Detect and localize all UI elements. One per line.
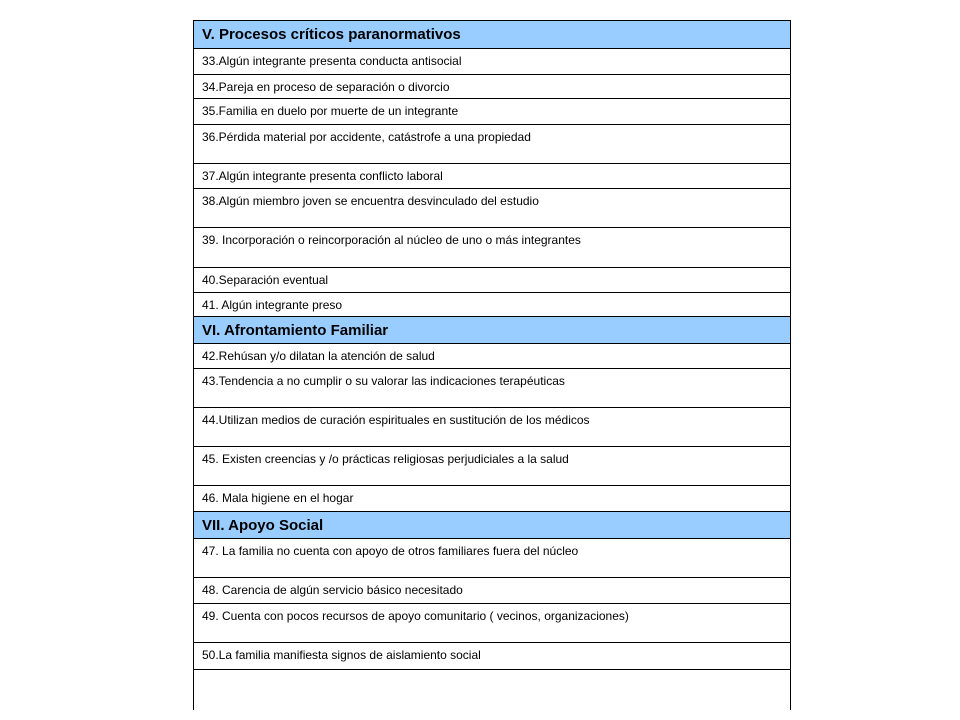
empty-row	[194, 670, 790, 710]
table-row: 40.Separación eventual	[194, 268, 790, 293]
table-row: 39. Incorporación o reincorporación al núcleo de uno o más integrantes	[194, 228, 790, 268]
table-row: 37.Algún integrante presenta conflicto laboral	[194, 164, 790, 189]
table-row: 50.La familia manifiesta signos de aislamiento social	[194, 643, 790, 670]
table-row: 46. Mala higiene en el hogar	[194, 486, 790, 512]
table-row: 48. Carencia de algún servicio básico necesitado	[194, 578, 790, 604]
table-row: 43.Tendencia a no cumplir o su valorar las indicaciones terapéuticas	[194, 369, 790, 408]
table-row: 33.Algún integrante presenta conducta antisocial	[194, 49, 790, 75]
table-row: 44.Utilizan medios de curación espirituales en sustitución de los médicos	[194, 408, 790, 447]
table-row: 47. La familia no cuenta con apoyo de otros familiares fuera del núcleo	[194, 539, 790, 578]
table-row: 41. Algún integrante preso	[194, 293, 790, 317]
table-row: 36.Pérdida material por accidente, catástrofe a una propiedad	[194, 125, 790, 164]
table-row: 35.Familia en duelo por muerte de un integrante	[194, 99, 790, 125]
section-header: VI. Afrontamiento Familiar	[194, 317, 790, 344]
table-row: 34.Pareja en proceso de separación o divorcio	[194, 75, 790, 99]
table-row: 38.Algún miembro joven se encuentra desvinculado del estudio	[194, 189, 790, 228]
assessment-table	[193, 20, 791, 710]
section-header: V. Procesos críticos paranormativos	[194, 21, 790, 49]
table-row: 45. Existen creencias y /o prácticas religiosas perjudiciales a la salud	[194, 447, 790, 486]
section-header: VII. Apoyo Social	[194, 512, 790, 539]
table-row: 42.Rehúsan y/o dilatan la atención de salud	[194, 344, 790, 369]
table-row: 49. Cuenta con pocos recursos de apoyo comunitario ( vecinos, organizaciones)	[194, 604, 790, 643]
